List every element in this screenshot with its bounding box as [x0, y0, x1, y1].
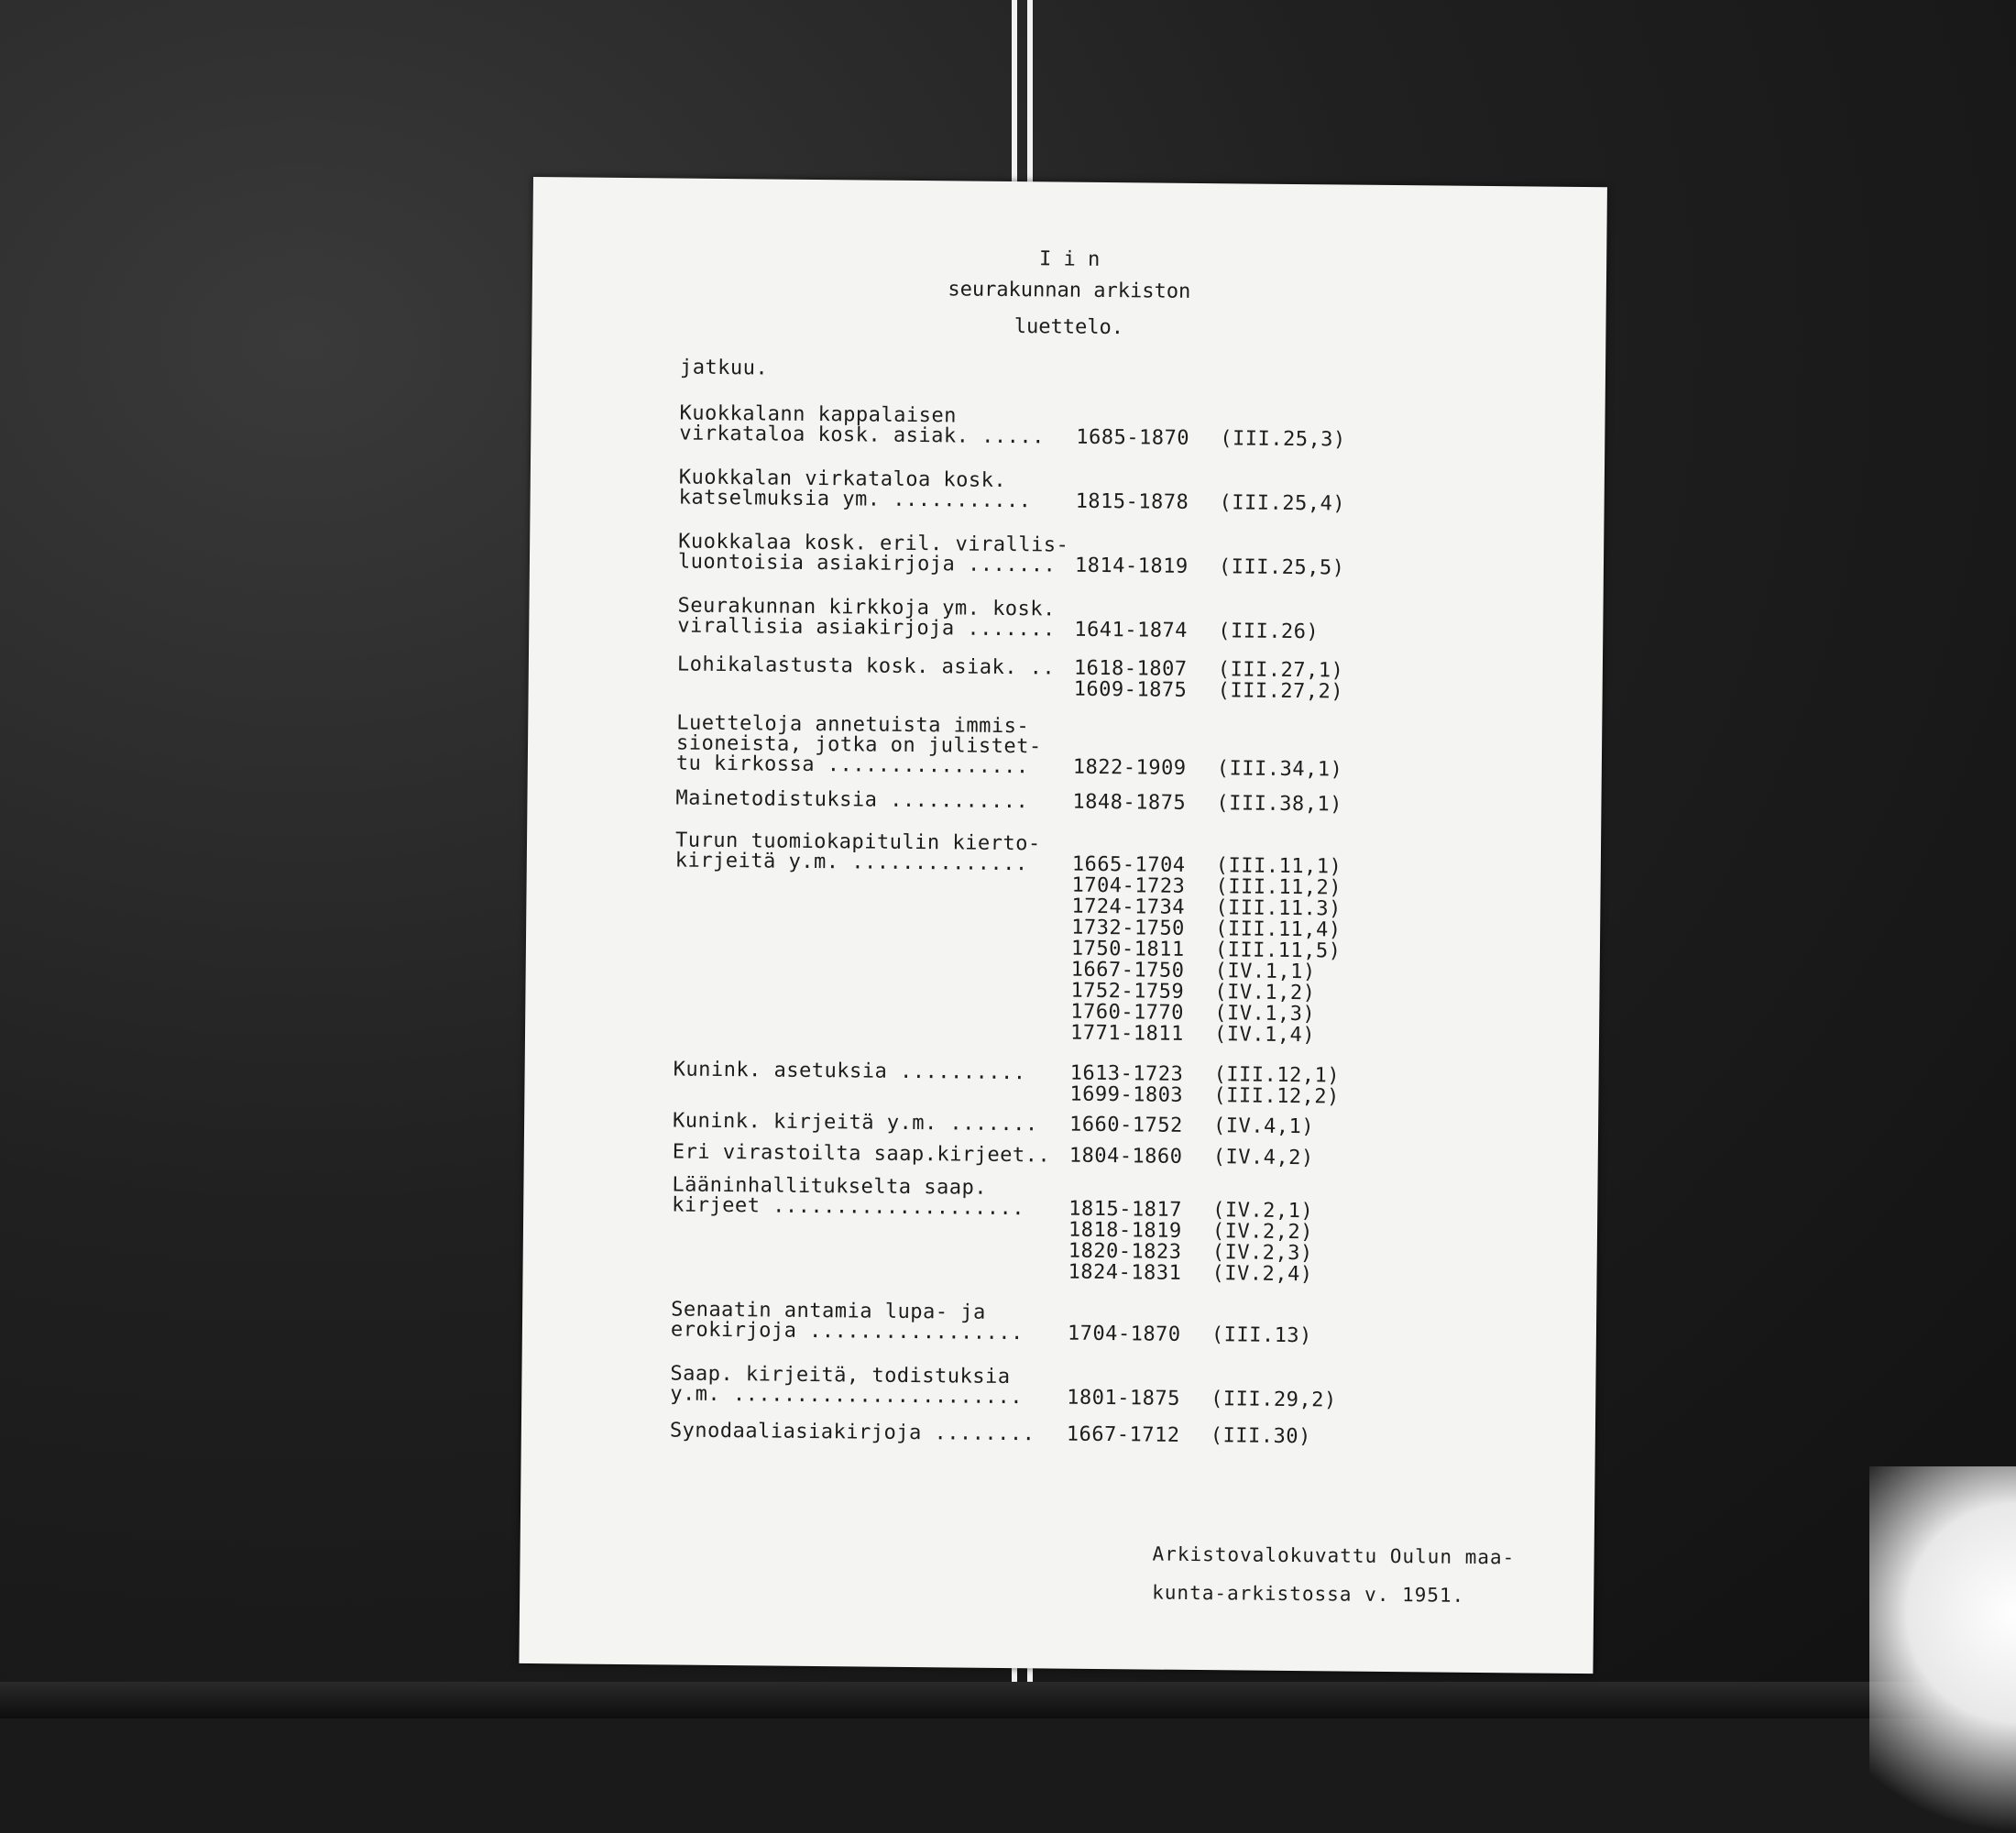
entry-years: 1667-1712: [1066, 1422, 1180, 1447]
entry-description-line: Senaatin antamia lupa- ja: [671, 1298, 986, 1324]
entry-description-line: y.m. .......................: [670, 1382, 1024, 1410]
entry-signum: (IV.1,2): [1214, 981, 1316, 1005]
entry-signum: (IV.2,2): [1211, 1220, 1314, 1245]
entry-years: 1613-1723: [1069, 1061, 1184, 1086]
entry-signum: (III.25,3): [1220, 427, 1346, 452]
entry-signum: (III.27,1): [1217, 658, 1344, 683]
entry-description-line: Kuokkalaa kosk. eril. virallis-: [678, 530, 1069, 557]
entry-years: 1804-1860: [1068, 1144, 1183, 1169]
entry-signum: (III.11.3): [1215, 896, 1342, 921]
entry-signum: (III.25,4): [1219, 491, 1346, 516]
entry-years: 1760-1770: [1070, 1000, 1185, 1025]
entry-description-line: Synodaaliasiakirjoja ........: [669, 1419, 1035, 1446]
entry-signum: (III.30): [1210, 1424, 1311, 1449]
entry-description-line: tu kirkossa ................: [675, 752, 1029, 779]
entry-years: 1704-1723: [1071, 873, 1186, 898]
entry-description-line: virkataloa kosk. asiak. .....: [679, 422, 1046, 449]
entry-years: 1801-1875: [1067, 1386, 1181, 1410]
entry-years: 1820-1823: [1068, 1239, 1182, 1264]
entry-years: 1667-1750: [1070, 958, 1185, 982]
entry-years: 1704-1870: [1067, 1322, 1181, 1346]
entry-years: 1815-1817: [1068, 1197, 1183, 1222]
entry-description-line: virallisia asiakirjoja .......: [677, 614, 1056, 642]
entry-description-line: sioneista, jotka on julistet-: [675, 731, 1042, 759]
entry-description-line: Luetteloja annetuista immis-: [676, 711, 1030, 739]
entry-signum: (IV.1,4): [1213, 1023, 1316, 1048]
entry-years: 1752-1759: [1070, 979, 1185, 1004]
entry-signum: (IV.4,2): [1212, 1146, 1314, 1170]
entry-description-line: Kuokkalan virkataloa kosk.: [678, 466, 1007, 492]
entry-signum: (III.26): [1218, 620, 1320, 644]
entry-signum: (IV.2,4): [1211, 1262, 1313, 1287]
entry-signum: (III.11,4): [1215, 917, 1342, 942]
continuation-note: jatkuu.: [679, 356, 769, 380]
entry-description-line: Seurakunnan kirkkoja ym. kosk.: [677, 594, 1056, 621]
entry-description-line: Kuokkalann kappalaisen: [679, 401, 958, 428]
entry-signum: (IV.2,3): [1211, 1241, 1313, 1266]
entry-years: 1641-1874: [1074, 618, 1189, 642]
entry-years: 1732-1750: [1071, 916, 1185, 940]
entry-years: 1699-1803: [1069, 1082, 1184, 1107]
entry-description-line: erokirjoja .................: [670, 1318, 1024, 1345]
entry-years: 1824-1831: [1068, 1260, 1182, 1285]
entry-signum: (III.29,2): [1211, 1388, 1337, 1412]
entry-years: 1685-1870: [1076, 425, 1190, 450]
title-line-2: seurakunnan arkiston: [948, 278, 1191, 303]
footer-line-1: Arkistovalokuvattu Oulun maa-: [1152, 1542, 1516, 1569]
entry-description-line: Saap. kirjeitä, todistuksia: [670, 1362, 1011, 1389]
entry-years: 1660-1752: [1068, 1113, 1183, 1137]
entry-description-line: Lääninhallitukselta saap.: [672, 1173, 988, 1200]
entry-description-line: luontoisia asiakirjoja .......: [677, 550, 1057, 577]
entry-description-line: kirjeet ....................: [672, 1193, 1025, 1221]
entry-years: 1822-1909: [1072, 755, 1187, 780]
title-line-3: luettelo.: [1013, 315, 1124, 340]
entry-years: 1750-1811: [1070, 937, 1185, 961]
title-line-1: I i n: [1038, 247, 1101, 271]
entry-years: 1618-1807: [1073, 656, 1188, 681]
entry-description-line: Eri virastoilta saap.kirjeet..: [672, 1140, 1051, 1168]
document-page: [519, 177, 1607, 1674]
entry-signum: (III.12,1): [1213, 1063, 1341, 1088]
entry-years: 1814-1819: [1074, 554, 1189, 578]
entry-signum: (III.34,1): [1216, 757, 1343, 782]
entry-description-line: Mainetodistuksia ...........: [675, 786, 1029, 814]
entry-signum: (III.11,2): [1215, 875, 1342, 900]
entry-signum: (IV.1,1): [1214, 960, 1316, 984]
entry-years: 1848-1875: [1072, 790, 1187, 815]
entry-signum: (III.11,5): [1214, 938, 1342, 963]
entry-signum: (III.27,2): [1217, 679, 1344, 704]
entry-description-line: Kunink. kirjeitä y.m. .......: [672, 1109, 1038, 1136]
entry-signum: (III.12,2): [1213, 1084, 1340, 1109]
entry-signum: (III.25,5): [1218, 555, 1345, 580]
entry-years: 1609-1875: [1073, 677, 1188, 702]
film-bottom-edge: [0, 1682, 2016, 1718]
entry-years: 1665-1704: [1071, 852, 1186, 877]
entry-description-line: Lohikalastusta kosk. asiak. ..: [676, 653, 1056, 680]
entry-description-line: Turun tuomiokapitulin kierto-: [674, 829, 1041, 856]
footer-line-2: kunta-arkistossa v. 1951.: [1152, 1581, 1465, 1607]
entry-years: 1724-1734: [1071, 895, 1186, 919]
entry-description-line: katselmuksia ym. ...........: [678, 486, 1032, 513]
entry-signum: (III.11,1): [1215, 854, 1342, 879]
light-glare: [1869, 1466, 2016, 1833]
entry-signum: (III.13): [1211, 1323, 1312, 1348]
entry-description-line: kirjeitä y.m. ..............: [674, 849, 1028, 876]
entry-years: 1771-1811: [1069, 1021, 1184, 1046]
entry-signum: (IV.2,1): [1212, 1199, 1314, 1224]
entry-signum: (III.38,1): [1216, 792, 1343, 817]
entry-signum: (IV.1,3): [1214, 1002, 1316, 1026]
entry-years: 1818-1819: [1068, 1218, 1182, 1243]
entry-signum: (IV.4,1): [1212, 1114, 1315, 1139]
entry-years: 1815-1878: [1075, 489, 1189, 514]
entry-description-line: Kunink. asetuksia ..........: [673, 1058, 1026, 1085]
